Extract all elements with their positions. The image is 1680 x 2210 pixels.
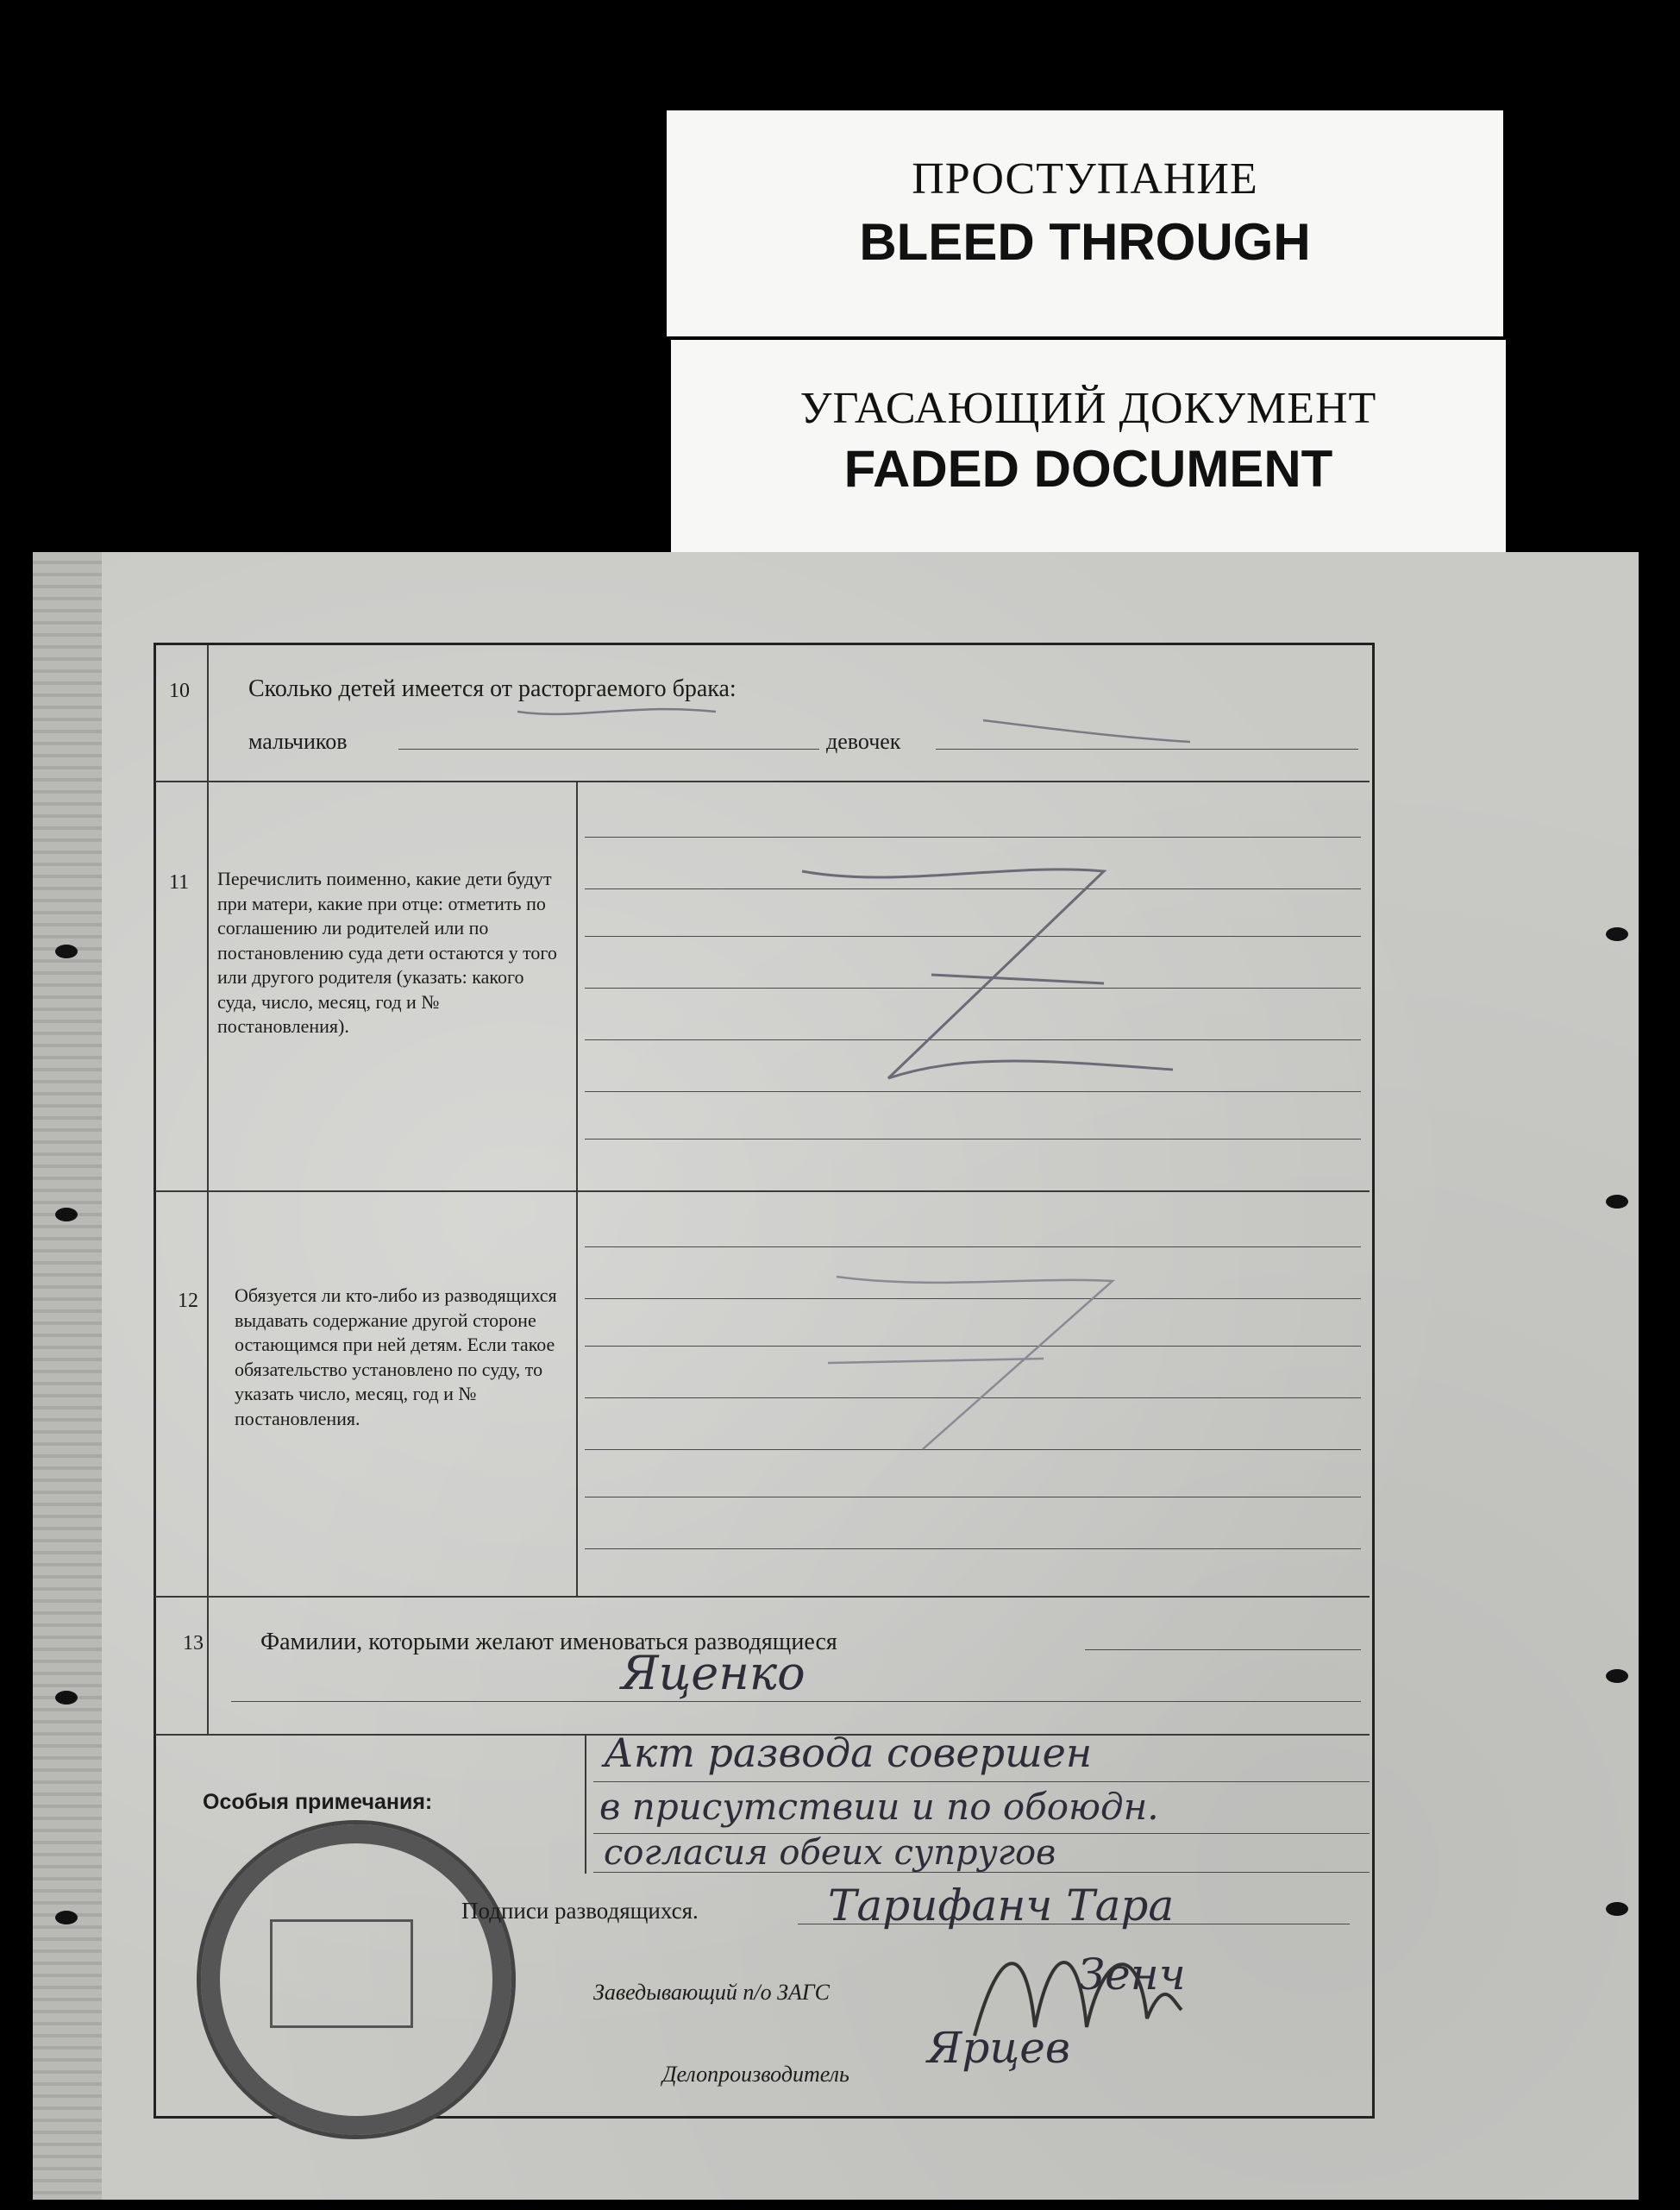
row-11-number: 11 — [169, 871, 190, 894]
row-divider — [155, 781, 1370, 782]
punch-hole — [55, 945, 78, 958]
head-handwritten: Зенч — [1078, 1949, 1186, 2000]
faded-document-en: FADED DOCUMENT — [843, 440, 1333, 498]
row-13-number: 13 — [183, 1632, 204, 1654]
punch-hole — [1606, 1902, 1628, 1916]
special-notes-label: Особыя примечания: — [203, 1790, 433, 1814]
fill-line — [231, 1701, 1361, 1702]
fill-line — [585, 1139, 1361, 1140]
girls-label: девочек — [826, 729, 901, 754]
fill-line — [593, 1781, 1370, 1782]
stamp-inner-frame — [270, 1919, 413, 2028]
signatures-handwritten: Тарифанч Тара — [828, 1880, 1175, 1931]
faded-document-label — [671, 340, 1506, 556]
official-stamp — [197, 1820, 516, 2139]
bleed-through-ru: ПРОСТУПАНИЕ — [912, 154, 1258, 204]
row-12-text: Обязуется ли кто-либо из разводящихся выдавать содержание другой стороне остающимся при ней детям. Если такое обязательство установлено по суду, то указать число, месяц, год и № постановления. — [235, 1284, 557, 1429]
row-10-question: Сколько детей имеется от расторгаемого брака: — [248, 675, 737, 702]
clerk-handwritten: Ярцев — [927, 2023, 1070, 2073]
punch-hole — [1606, 1195, 1628, 1209]
notes-handwritten-line-2: в присутствии и по обоюдн. — [599, 1786, 1159, 1828]
row-10-number: 10 — [169, 680, 190, 702]
row-11-text: Перечислить поименно, какие дети будут при матери, какие при отце: отметить по соглашению ли родителей или по постановлению суда дети остаются у того или другого родителя (указать: какого суда, число, месяц, год и № постановления). — [217, 868, 557, 1037]
text-column-divider — [576, 782, 578, 1596]
notes-handwritten-line-3: согласия обеих супругов — [604, 1833, 1056, 1873]
bleed-through-en: BLEED THROUGH — [859, 213, 1311, 271]
row-12-number: 12 — [178, 1290, 198, 1312]
fill-line — [585, 837, 1361, 838]
signatures-label: Подписи разводящихся. — [461, 1898, 699, 1924]
punch-hole — [1606, 1669, 1628, 1683]
torn-edge — [33, 552, 102, 2200]
row-divider — [155, 1190, 1370, 1192]
boys-fill-line — [398, 749, 819, 750]
punch-hole — [55, 1911, 78, 1924]
boys-label: мальчиков — [248, 729, 348, 754]
clerk-label: Делопроизводитель — [662, 2062, 849, 2087]
cancel-stroke-row-12 — [819, 1259, 1164, 1466]
faded-document-ru: УГАСАЮЩИЙ ДОКУМЕНТ — [799, 384, 1377, 433]
punch-hole — [55, 1691, 78, 1705]
row-13-question: Фамилии, которыми желают именоваться разводящиеся — [260, 1629, 837, 1655]
fill-line — [585, 1246, 1361, 1247]
row-divider — [155, 1596, 1370, 1598]
cancel-stroke-row-11 — [793, 854, 1190, 1104]
bleed-through-label — [667, 110, 1503, 336]
head-label: Заведывающий п/о ЗАГС — [593, 1980, 830, 2005]
fill-line — [585, 1548, 1361, 1549]
punch-hole — [1606, 927, 1628, 941]
girls-fill-line — [936, 749, 1358, 750]
notes-handwritten-line-1: Акт развода совершен — [604, 1730, 1093, 1776]
fill-line — [1085, 1649, 1361, 1650]
notes-divider — [585, 1736, 586, 1874]
cancel-stroke-row-10 — [517, 694, 1207, 746]
number-column-divider — [207, 645, 209, 1734]
surname-handwritten: Яценко — [621, 1646, 806, 1700]
punch-hole — [55, 1208, 78, 1221]
